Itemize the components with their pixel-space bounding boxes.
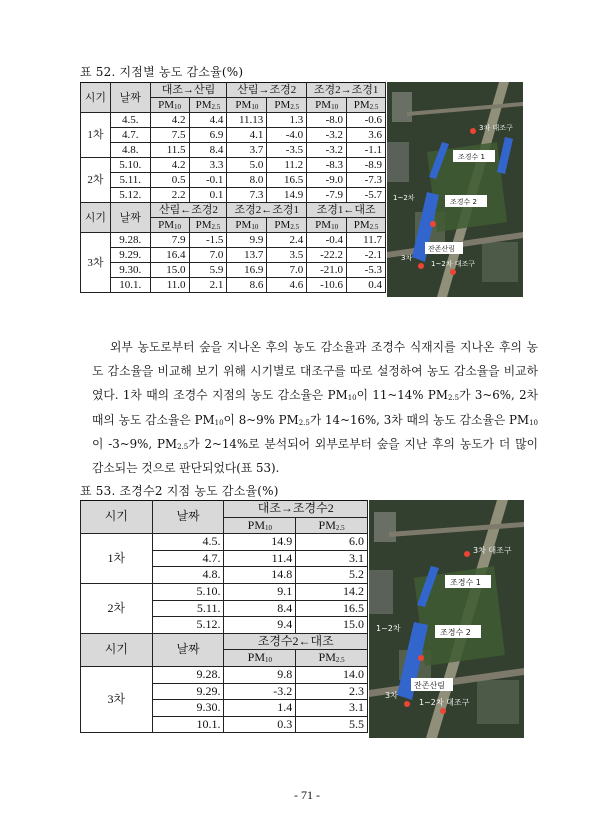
- table-row: [81, 666, 368, 683]
- header-section: 조경수2←대조: [224, 633, 368, 650]
- cell-value: 14.9: [267, 188, 307, 203]
- point-control-12: [450, 269, 456, 275]
- cell-value: 9.8: [224, 666, 296, 683]
- cell-value: 7.0: [267, 263, 307, 278]
- cell-value: 13.7: [227, 248, 267, 263]
- cell-date: 5.12.: [152, 617, 224, 634]
- cell-value: 0.5: [150, 173, 189, 188]
- header-pm25: $PM_{2.5}$: [296, 517, 368, 534]
- table-row: [81, 158, 386, 173]
- header-period: 시기: [81, 203, 111, 233]
- header-pm25: $PM_{2.5}$: [189, 98, 227, 113]
- cell-date: 9.29.: [152, 683, 224, 700]
- cell-value: 4.2: [150, 158, 189, 173]
- cell-value: -3.2: [224, 683, 296, 700]
- site-map-image: [369, 500, 524, 738]
- header-pm10: $PM_{10}$: [150, 98, 189, 113]
- cell-value: 15.0: [150, 263, 189, 278]
- cell-value: 6.9: [189, 128, 227, 143]
- header-section: 산림←조경2: [150, 203, 227, 218]
- point-landscape-2: [418, 655, 424, 661]
- cell-value: 4.4: [189, 113, 227, 128]
- cell-value: 2.2: [150, 188, 189, 203]
- cell-value: 5.2: [296, 567, 368, 584]
- table-row: [81, 583, 368, 600]
- header-pm10: $PM_{10}$: [307, 218, 347, 233]
- cell-value: 4.2: [150, 113, 189, 128]
- cell-date: 10.1.: [110, 278, 150, 293]
- header-pm25: $PM_{2.5}$: [296, 650, 368, 667]
- map-label-control-12: 1~2차 대조구: [431, 260, 476, 268]
- cell-value: 16.5: [296, 600, 368, 617]
- header-date: 날짜: [110, 203, 150, 233]
- cell-value: 16.9: [227, 263, 267, 278]
- cell-value: 4.6: [267, 278, 307, 293]
- cell-value: 2.3: [296, 683, 368, 700]
- cell-value: -10.6: [307, 278, 347, 293]
- header-date: 날짜: [110, 83, 150, 113]
- table52-site-map: [387, 82, 523, 297]
- cell-value: 2.1: [189, 278, 227, 293]
- cell-date: 9.30.: [110, 263, 150, 278]
- map-label-forest: 잔존산림: [414, 681, 445, 690]
- header-pm25: $PM_{2.5}$: [267, 98, 307, 113]
- point-control-12: [440, 708, 446, 714]
- body-paragraph-text: 외부 농도로부터 숲을 지나온 후의 농도 감소율과 조경수 식재지를 지나온 후의 농도 감소율을 비교해 보기 위해 시기별로 대조구를 따로 설정하여 농도 감소율을 비교하였다. 1차 때의 조경수 지점의 농도 감소율은 $PM_{10}$이 11~14% $PM_{2.5}$가 3~6%, 2차 때의 농도 감소율은 $PM_{10}$이 8~9% $PM_{2.5}$가 14~16%, 3차 때의 농도 감소율은 $PM_{10}$이 -3~9%, $PM_{2.5}$가 2~14%로 분석되어 외부로부터 숲을 지난 후의 농도가 더 많이 감소되는 것으로 판단되었다(표 53).: [92, 340, 538, 476]
- map-label-control-3: 3차 대조구: [479, 124, 513, 132]
- cell-value: -1.1: [347, 143, 386, 158]
- cell-value: -7.9: [307, 188, 347, 203]
- point-control-3: [470, 128, 476, 134]
- cell-value: 7.0: [189, 248, 227, 263]
- cell-value: 8.6: [227, 278, 267, 293]
- cell-value: 2.4: [267, 233, 307, 248]
- table53: [80, 500, 368, 733]
- table-row: [81, 278, 386, 293]
- cell-date: 4.5.: [152, 534, 224, 551]
- cell-period: 3차: [81, 666, 153, 732]
- cell-value: 16.5: [267, 173, 307, 188]
- cell-date: 4.5.: [110, 113, 150, 128]
- header-pm10: $PM_{10}$: [227, 218, 267, 233]
- header-pm10: $PM_{10}$: [307, 98, 347, 113]
- header-date: 날짜: [152, 501, 224, 534]
- map-label-forest: 잔존산림: [428, 245, 456, 253]
- map-label-period12: 1~2차: [376, 624, 401, 633]
- cell-period: 1차: [81, 534, 153, 584]
- cell-value: 11.13: [227, 113, 267, 128]
- cell-value: -3.2: [307, 128, 347, 143]
- cell-value: -3.2: [307, 143, 347, 158]
- cell-value: 14.2: [296, 583, 368, 600]
- map-label-period3: 3차: [401, 254, 413, 262]
- page-number: - 71 -: [294, 788, 320, 802]
- cell-date: 4.8.: [110, 143, 150, 158]
- cell-value: 8.4: [224, 600, 296, 617]
- header-pm10: $PM_{10}$: [224, 650, 296, 667]
- cell-date: 5.12.: [110, 188, 150, 203]
- cell-value: 9.1: [224, 583, 296, 600]
- cell-value: 3.7: [227, 143, 267, 158]
- point-forest: [404, 701, 410, 707]
- table-row: [81, 248, 386, 263]
- body-paragraph: [92, 335, 538, 480]
- table53-caption: 표 53. 조경수2 지점 농도 감소율(%): [80, 484, 279, 498]
- cell-period: 2차: [81, 158, 111, 203]
- cell-value: -22.2: [307, 248, 347, 263]
- cell-date: 9.28.: [152, 666, 224, 683]
- cell-value: -5.3: [347, 263, 386, 278]
- cell-value: 8.4: [189, 143, 227, 158]
- cell-value: -8.3: [307, 158, 347, 173]
- cell-date: 10.1.: [152, 716, 224, 733]
- cell-date: 4.8.: [152, 567, 224, 584]
- cell-value: -8.9: [347, 158, 386, 173]
- cell-value: 0.1: [189, 188, 227, 203]
- cell-value: -7.3: [347, 173, 386, 188]
- cell-value: 14.9: [224, 534, 296, 551]
- cell-period: 1차: [81, 113, 111, 158]
- header-pm10: $PM_{10}$: [150, 218, 189, 233]
- cell-value: -8.0: [307, 113, 347, 128]
- cell-value: 8.0: [227, 173, 267, 188]
- map-label-period3: 3차: [385, 691, 398, 700]
- cell-date: 4.7.: [152, 550, 224, 567]
- map-label-control-12: 1~2차 대조구: [419, 698, 470, 707]
- cell-value: 16.4: [150, 248, 189, 263]
- cell-value: 3.1: [296, 700, 368, 717]
- cell-value: -4.0: [267, 128, 307, 143]
- cell-date: 5.11.: [110, 173, 150, 188]
- cell-value: 11.2: [267, 158, 307, 173]
- header-period: 시기: [81, 633, 153, 666]
- cell-date: 4.7.: [110, 128, 150, 143]
- header-date: 날짜: [152, 633, 224, 666]
- cell-value: 3.3: [189, 158, 227, 173]
- point-landscape-2: [430, 221, 436, 227]
- point-forest: [418, 263, 424, 269]
- cell-value: -2.1: [347, 248, 386, 263]
- cell-value: 4.1: [227, 128, 267, 143]
- table-row: [81, 128, 386, 143]
- header-section: 조경2←조경1: [227, 203, 307, 218]
- header-section: 조경2→조경1: [307, 83, 386, 98]
- cell-value: 3.1: [296, 550, 368, 567]
- table53-site-map: [369, 500, 524, 738]
- cell-value: 5.0: [227, 158, 267, 173]
- table-row: [81, 188, 386, 203]
- header-section: 대조→조경수2: [224, 501, 368, 518]
- cell-value: -3.5: [267, 143, 307, 158]
- header-pm25: $PM_{2.5}$: [347, 218, 386, 233]
- table-row: [81, 113, 386, 128]
- map-label-landscape-2: 조경수 2: [450, 198, 477, 206]
- cell-value: 11.7: [347, 233, 386, 248]
- cell-value: 7.5: [150, 128, 189, 143]
- table52-caption: 표 52. 지점별 농도 감소율(%): [80, 65, 244, 79]
- header-section: 대조→산림: [150, 83, 227, 98]
- cell-value: 0.3: [224, 716, 296, 733]
- cell-date: 9.29.: [110, 248, 150, 263]
- cell-value: 6.0: [296, 534, 368, 551]
- cell-value: -21.0: [307, 263, 347, 278]
- cell-date: 5.11.: [152, 600, 224, 617]
- cell-value: 11.0: [150, 278, 189, 293]
- cell-value: -1.5: [189, 233, 227, 248]
- cell-value: 14.0: [296, 666, 368, 683]
- table-row: [81, 173, 386, 188]
- cell-date: 9.28.: [110, 233, 150, 248]
- cell-value: 9.4: [224, 617, 296, 634]
- header-pm25: $PM_{2.5}$: [267, 218, 307, 233]
- cell-date: 5.10.: [110, 158, 150, 173]
- table-row: [81, 233, 386, 248]
- cell-date: 9.30.: [152, 700, 224, 717]
- cell-value: 3.6: [347, 128, 386, 143]
- header-pm10: $PM_{10}$: [224, 517, 296, 534]
- cell-date: 5.10.: [152, 583, 224, 600]
- cell-value: -5.7: [347, 188, 386, 203]
- cell-value: -0.4: [307, 233, 347, 248]
- header-pm10: $PM_{10}$: [227, 98, 267, 113]
- header-pm25: $PM_{2.5}$: [347, 98, 386, 113]
- cell-value: 9.9: [227, 233, 267, 248]
- header-period: 시기: [81, 83, 111, 113]
- map-label-landscape-1: 조경수 1: [458, 153, 485, 161]
- cell-value: 15.0: [296, 617, 368, 634]
- header-section: 산림→조경2: [227, 83, 307, 98]
- cell-value: 5.9: [189, 263, 227, 278]
- header-period: 시기: [81, 501, 153, 534]
- cell-period: 2차: [81, 583, 153, 633]
- cell-value: -0.6: [347, 113, 386, 128]
- point-control-3: [464, 551, 470, 557]
- cell-value: 1.3: [267, 113, 307, 128]
- map-label-landscape-1: 조경수 1: [450, 578, 481, 587]
- cell-value: 5.5: [296, 716, 368, 733]
- cell-value: -0.1: [189, 173, 227, 188]
- map-label-landscape-2: 조경수 2: [440, 628, 471, 637]
- table-row: [81, 143, 386, 158]
- header-pm25: $PM_{2.5}$: [189, 218, 227, 233]
- cell-value: 11.5: [150, 143, 189, 158]
- cell-value: 14.8: [224, 567, 296, 584]
- cell-value: 7.9: [150, 233, 189, 248]
- table52: [80, 82, 386, 293]
- site-map-image: [387, 82, 523, 297]
- cell-value: 1.4: [224, 700, 296, 717]
- table-row: [81, 263, 386, 278]
- cell-value: 0.4: [347, 278, 386, 293]
- map-label-control-3: 3차 대조구: [473, 546, 512, 555]
- header-section: 조경1←대조: [307, 203, 386, 218]
- table-row: [81, 534, 368, 551]
- cell-value: 3.5: [267, 248, 307, 263]
- cell-value: -9.0: [307, 173, 347, 188]
- cell-period: 3차: [81, 233, 111, 293]
- cell-value: 11.4: [224, 550, 296, 567]
- cell-value: 7.3: [227, 188, 267, 203]
- map-label-period12: 1~2차: [393, 194, 415, 202]
